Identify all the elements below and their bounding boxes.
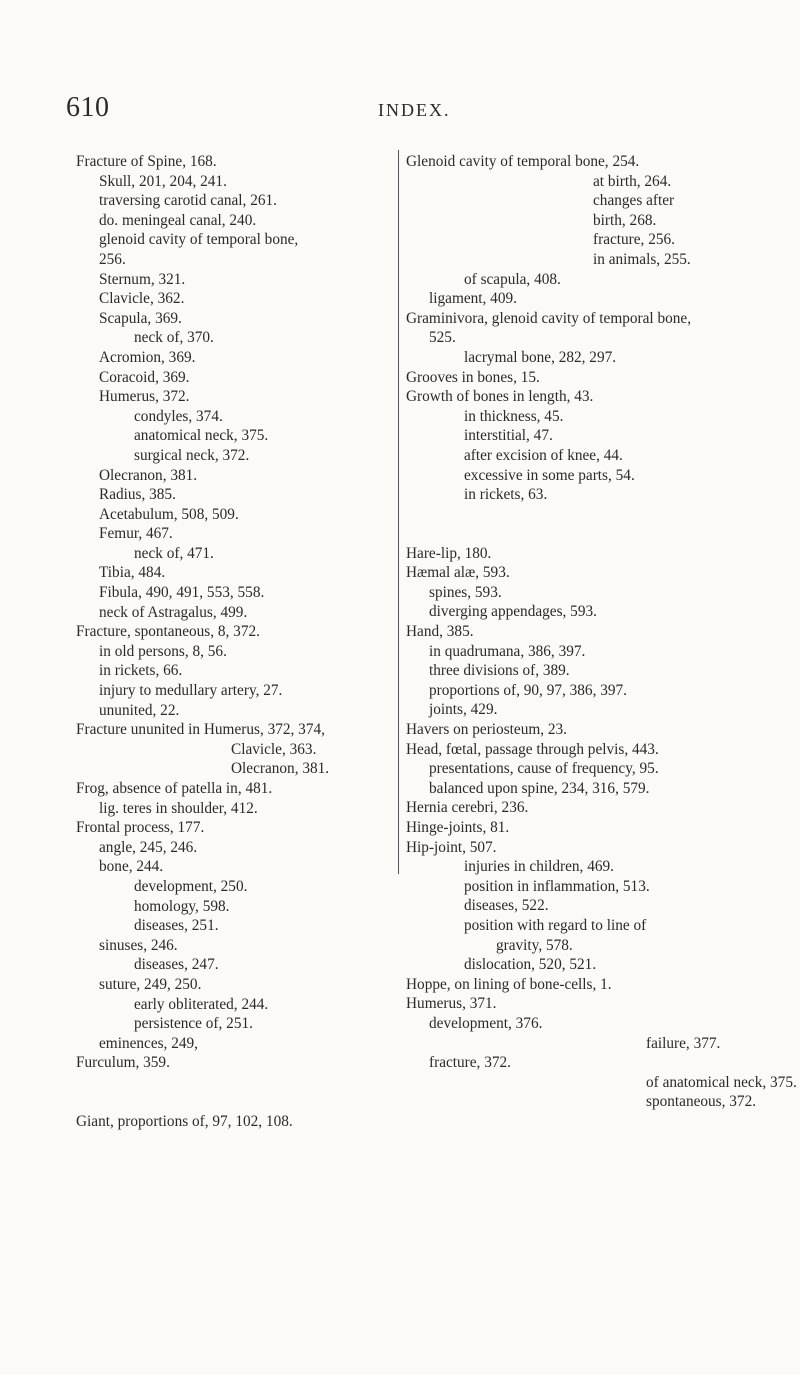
index-heading-entry: Furculum, 359. — [76, 1054, 170, 1072]
index-subentry: angle, 245, 246. — [99, 838, 198, 856]
index-subentry: spontaneous, 372. — [646, 1093, 757, 1111]
index-subentry: traversing carotid canal, 261. — [99, 192, 277, 210]
index-heading-entry: Hand, 385. — [406, 623, 474, 641]
index-subentry: development, 250. — [134, 877, 248, 895]
index-subentry: condyles, 374. — [134, 407, 223, 425]
index-subentry: neck of, 370. — [134, 329, 214, 347]
index-heading-entry: Hæmal alæ, 593. — [406, 564, 510, 582]
index-subentry: sinuses, 246. — [99, 936, 178, 954]
index-subentry: anatomical neck, 375. — [134, 427, 269, 445]
index-subentry: dislocation, 520, 521. — [464, 956, 597, 974]
index-subentry: diseases, 247. — [134, 956, 219, 974]
index-subentry: homology, 598. — [134, 897, 230, 915]
index-subentry: in rickets, 66. — [99, 662, 183, 680]
index-heading-entry: Fracture of Spine, 168. — [76, 153, 217, 170]
index-subentry: do. meningeal canal, 240. — [99, 211, 257, 229]
section-gap — [406, 505, 748, 544]
index-subentry: ligament, 409. — [429, 290, 517, 308]
index-subentry: lig. teres in shoulder, 412. — [99, 799, 258, 817]
index-subentry: failure, 377. — [646, 1034, 721, 1052]
index-subentry: presentations, cause of frequency, 95. — [429, 760, 659, 778]
index-heading-entry: Havers on periosteum, 23. — [406, 721, 568, 739]
index-subentry: of anatomical neck, 375. — [646, 1073, 797, 1091]
index-subentry: neck of, 471. — [134, 544, 214, 562]
index-column-right — [406, 152, 797, 1112]
index-heading-entry: 525. — [429, 329, 456, 347]
index-subentry: Olecranon, 381. — [231, 760, 330, 778]
index-subentry: in quadrumana, 386, 397. — [429, 642, 586, 660]
index-heading-entry: Hare-lip, 180. — [406, 544, 492, 562]
index-subentry: excessive in some parts, 54. — [464, 466, 635, 484]
index-subentry: position in inflammation, 513. — [464, 877, 650, 895]
index-subentry: interstitial, 47. — [464, 427, 553, 445]
index-subentry: Radius, 385. — [99, 486, 176, 504]
index-subentry: three divisions of, 389. — [429, 662, 570, 680]
index-subentry: gravity, 578. — [496, 936, 573, 954]
index-subentry: in thickness, 45. — [464, 407, 564, 425]
index-subentry: Humerus, 372. — [99, 388, 190, 406]
index-subentry: Tibia, 484. — [99, 564, 166, 582]
index-heading-entry: Humerus, 371. — [406, 995, 497, 1013]
index-subentry: diseases, 522. — [464, 897, 549, 915]
index-subentry: Sternum, 321. — [99, 270, 186, 288]
index-subentry: persistence of, 251. — [134, 1015, 253, 1033]
index-subentry: diverging appendages, 593. — [429, 603, 597, 621]
index-heading-entry: Frontal process, 177. — [76, 819, 205, 837]
index-subentry: surgical neck, 372. — [134, 446, 250, 464]
index-heading-entry: Fracture ununited in Humerus, 372, 374, — [76, 721, 325, 739]
index-subentry: Scapula, 369. — [99, 309, 182, 327]
running-head: INDEX. — [378, 100, 451, 120]
index-subentry: birth, 268. — [593, 211, 657, 229]
index-subentry: in old persons, 8, 56. — [99, 642, 227, 660]
index-subentry: position with regard to line of — [464, 916, 647, 934]
index-heading-entry: Giant, proportions of, 97, 102, 108. — [76, 1112, 293, 1130]
index-heading-entry: Growth of bones in length, 43. — [406, 388, 594, 406]
index-heading-entry: Head, fœtal, passage through pelvis, 443. — [406, 740, 659, 758]
index-subentry: at birth, 264. — [593, 172, 672, 190]
index-heading-entry: Fracture, spontaneous, 8, 372. — [76, 623, 260, 641]
column-divider — [398, 150, 399, 874]
index-subentry: glenoid cavity of temporal bone, — [99, 231, 299, 249]
index-subentry: spines, 593. — [429, 583, 502, 601]
index-subentry: of scapula, 408. — [464, 270, 561, 288]
index-subentry: Olecranon, 381. — [99, 466, 198, 484]
index-subentry: Acetabulum, 508, 509. — [99, 505, 239, 523]
index-heading-entry: Grooves in bones, 15. — [406, 368, 540, 386]
index-subentry: injury to medullary artery, 27. — [99, 682, 283, 700]
index-subentry: Fibula, 490, 491, 553, 558. — [99, 584, 265, 602]
index-subentry: in rickets, 63. — [464, 486, 548, 504]
index-subentry: fracture, 256. — [593, 231, 675, 249]
index-subentry: Skull, 201, 204, 241. — [99, 172, 227, 190]
page-header — [0, 92, 800, 132]
index-heading-entry: Hernia cerebri, 236. — [406, 799, 529, 817]
index-subentry: Coracoid, 369. — [99, 368, 190, 386]
index-subentry: ununited, 22. — [99, 701, 180, 719]
index-subentry: Acromion, 369. — [99, 348, 196, 366]
index-subentry: fracture, 372. — [429, 1054, 511, 1072]
index-subentry: joints, 429. — [429, 701, 498, 719]
index-subentry: 256. — [99, 250, 126, 268]
index-subentry: injuries in children, 469. — [464, 858, 614, 876]
index-subentry: diseases, 251. — [134, 917, 219, 935]
index-subentry: Clavicle, 363. — [231, 740, 317, 758]
page-number: 610 — [66, 92, 110, 123]
index-subentry: after excision of knee, 44. — [464, 446, 623, 464]
index-subentry: Femur, 467. — [99, 525, 173, 543]
index-heading-entry: Frog, absence of patella in, 481. — [76, 780, 273, 797]
index-column-left — [76, 152, 394, 1132]
index-subentry: proportions of, 90, 97, 386, 397. — [429, 681, 628, 699]
index-subentry: balanced upon spine, 234, 316, 579. — [429, 779, 650, 797]
index-subentry: lacrymal bone, 282, 297. — [464, 348, 617, 366]
index-heading-entry: Hinge-joints, 81. — [406, 819, 510, 836]
index-heading-entry: Graminivora, glenoid cavity of temporal bone, — [406, 309, 692, 327]
index-subentry: development, 376. — [429, 1014, 543, 1032]
index-heading-entry: Glenoid cavity of temporal bone, 254. — [406, 153, 640, 170]
index-subentry: in animals, 255. — [593, 250, 691, 268]
section-gap — [76, 1073, 394, 1112]
index-heading-entry: Hoppe, on lining of bone-cells, 1. — [406, 975, 612, 993]
index-subentry: eminences, 249, — [99, 1034, 198, 1052]
index-heading-entry: Hip-joint, 507. — [406, 838, 497, 856]
index-subentry: bone, 244. — [99, 858, 164, 876]
index-subentry: early obliterated, 244. — [134, 995, 269, 1013]
index-subentry: Clavicle, 362. — [99, 290, 185, 308]
index-subentry: changes after — [593, 192, 675, 210]
index-subentry: neck of Astragalus, 499. — [99, 603, 248, 621]
index-subentry: suture, 249, 250. — [99, 975, 202, 993]
